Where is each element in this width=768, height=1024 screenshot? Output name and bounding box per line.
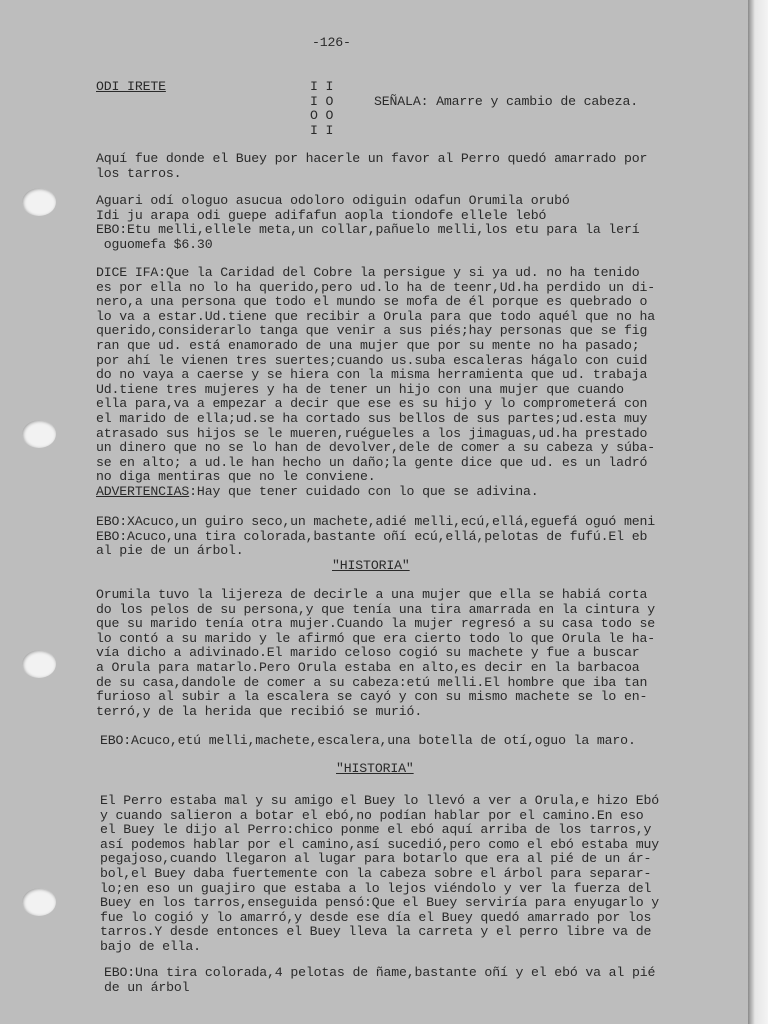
text-line: atrasado sus hijos se le mueren,ruégueles a los jimaguas,ud.ha prestado <box>96 425 648 441</box>
binder-hole <box>22 188 56 216</box>
text-line: Buey en los tarros,enseguida pensó:Que el Buey serviría para enyugarlo y <box>100 895 659 911</box>
text-line: ella para,va a empezar a decir que ese es su hijo y lo comprometerá con <box>96 396 648 412</box>
text-line: fue lo cogió y lo amarró,y desde ese día el Buey quedó amarrado por los <box>100 909 652 925</box>
binder-hole <box>22 420 56 448</box>
text-line: do no vaya a caerse y se hiera con la misma herramienta que ud. trabaja <box>96 367 648 383</box>
text-line: es por ella no lo ha querido,pero ud.lo ha de teenr,Ud.ha perdido un di- <box>96 279 655 295</box>
text-line: querido,considerarlo tanga que venir a sus piés;hay personas que se fig <box>96 323 648 339</box>
text-line: EBO:XAcuco,un guiro seco,un machete,adié melli,ecú,ellá,eguefá oguó meni <box>96 514 655 529</box>
text-line: Idi ju arapa odi guepe adifafun aopla tiondofe ellele lebó <box>96 207 547 223</box>
text-line: oguomefa $6.30 <box>96 236 213 252</box>
text-line: vía dicho a adivinado.El marido celoso cogió su machete y fue a buscar <box>96 645 640 661</box>
historia-paragraph-2 <box>100 794 659 955</box>
text-line: El Perro estaba mal y su amigo el Buey lo llevó a ver a Orula,e hizo Ebó <box>100 793 659 808</box>
text-line: do los pelos de su persona,y que tenía una tira amarrada en la cintura y <box>96 601 655 617</box>
text-line: al pie de un árbol. <box>96 543 244 559</box>
advertencias-text: :Hay que tener cuidado con lo que se adivina. <box>189 483 539 499</box>
sign-mark-row: O O <box>310 108 334 124</box>
text-line: EBO:Etu melli,ellele meta,un collar,pañuelo melli,los etu para la lerí <box>96 222 640 237</box>
page-edge <box>748 0 768 1024</box>
text-line: los tarros. <box>96 165 182 181</box>
text-line: terró,y de la herida que recibió se murió. <box>96 703 423 719</box>
ebo-paragraph-3: EBO:Acuco,etú melli,machete,escalera,una botella de otí,oguo la maro. <box>100 733 636 748</box>
text-line: lo va a estar.Ud.tiene que recibir a Orula para que todo aquél que no ha <box>96 308 655 324</box>
historia-paragraph-1 <box>96 588 655 719</box>
text-line: Orumila tuvo la lijereza de decirle a una mujer que ella se habiá corta <box>96 587 648 602</box>
advertencias-line <box>96 485 655 500</box>
text-line: DICE IFA:Que la Caridad del Cobre la persigue y si ya ud. no ha tenido <box>96 265 640 280</box>
text-line: EBO:Acuco,una tira colorada,bastante oñí ecú,ellá,pelotas de fufú.El eb <box>96 528 648 544</box>
text-line: de su casa,dandole de comer a su cabeza:etú melli.El hombre que iba tan <box>96 674 648 690</box>
text-line: nero,a una persona que todo el mundo se mofa de él porque es quebrado o <box>96 294 648 310</box>
ebo-paragraph-4 <box>104 966 655 995</box>
text-line: el marido de ella;ud.se ha cortado sus bellos de sus partes;ud.esta muy <box>96 410 648 426</box>
binder-hole <box>22 888 56 916</box>
text-line: ran que ud. está enamorado de una mujer que por su mente no ha pasado; <box>96 337 640 353</box>
ebo-paragraph-2 <box>96 515 655 559</box>
text-line: furioso al subir a la escalera se cayó y con su mismo machete se lo en- <box>96 689 648 705</box>
dice-ifa-paragraph <box>96 266 655 500</box>
sign-name: ODI IRETE <box>96 79 166 94</box>
text-line: así podemos hablar por el camino,así sucedió,pero como el ebó estaba muy <box>100 836 659 852</box>
text-line: bol,el Buey daba fuertemente con la cabeza sobre el árbol para separar- <box>100 865 652 881</box>
text-line: Ud.tiene tres mujeres y ha de tener un hijo con una mujer que cuando <box>96 381 624 397</box>
rezo-paragraph <box>96 194 570 223</box>
text-line: pegajoso,cuando llegaron al lugar para botarlo que era al pié de un ár- <box>100 851 652 867</box>
text-line: no diga mentiras que no le conviene. <box>96 469 376 485</box>
text-line: lo contó a su marido y le afirmó que era cierto todo lo que Orula le ha- <box>96 630 655 646</box>
text-line: un dinero que no se lo han de devolver,dele de comer a su cabeza y súba- <box>96 440 655 456</box>
text-line: lo;en eso un guajiro que estaba a lo lejos viéndolo y ver la fuerza del <box>100 880 652 896</box>
sign-mark-row: I O <box>310 93 334 109</box>
text-line: Aguari odí ologuo asucua odoloro odiguin odafun Orumila orubó <box>96 193 570 208</box>
advertencias-label: ADVERTENCIAS <box>96 483 190 499</box>
ebo-paragraph-1 <box>96 223 639 252</box>
text-line: y cuando salieron a botar el ebó,no podían hablar por el camino.En eso <box>100 807 644 823</box>
sign-mark-row: I I <box>310 79 334 94</box>
text-line: tarros.Y desde entonces el Buey lleva la carreta y el perro libre va de <box>100 924 652 940</box>
page-number: -126- <box>312 35 351 50</box>
historia-title-2: "HISTORIA" <box>336 761 414 776</box>
historia-title-1: "HISTORIA" <box>332 558 410 573</box>
binder-hole <box>22 650 56 678</box>
text-line: Aquí fue donde el Buey por hacerle un favor al Perro quedó amarrado por <box>96 151 648 166</box>
text-line: que su marido tenía otra mujer.Cuando la mujer regresó a su casa todo se <box>96 616 655 632</box>
text-line: de un árbol <box>104 979 190 995</box>
text-line: EBO:Una tira colorada,4 pelotas de ñame,bastante oñí y el ebó va al pié <box>104 965 656 980</box>
text-line: el Buey le dijo al Perro:chico ponme el ebó aquí arriba de los tarros,y <box>100 822 652 838</box>
text-line: a Orula para matarlo.Pero Orula estaba en alto,es decir en la barbacoa <box>96 659 640 675</box>
text-line: por ahí le vienen tres suertes;cuando us.suba escaleras hágalo con cuid <box>96 352 648 368</box>
intro-paragraph <box>96 152 647 181</box>
senala-line: SEÑALA: Amarre y cambio de cabeza. <box>374 94 638 109</box>
sign-marks <box>310 80 333 138</box>
text-line: se en alto; a ud.le han hecho un daño;la gente dice que ud. es un ladró <box>96 454 648 470</box>
sign-mark-row: I I <box>310 122 334 138</box>
text-line: bajo de ella. <box>100 938 201 954</box>
